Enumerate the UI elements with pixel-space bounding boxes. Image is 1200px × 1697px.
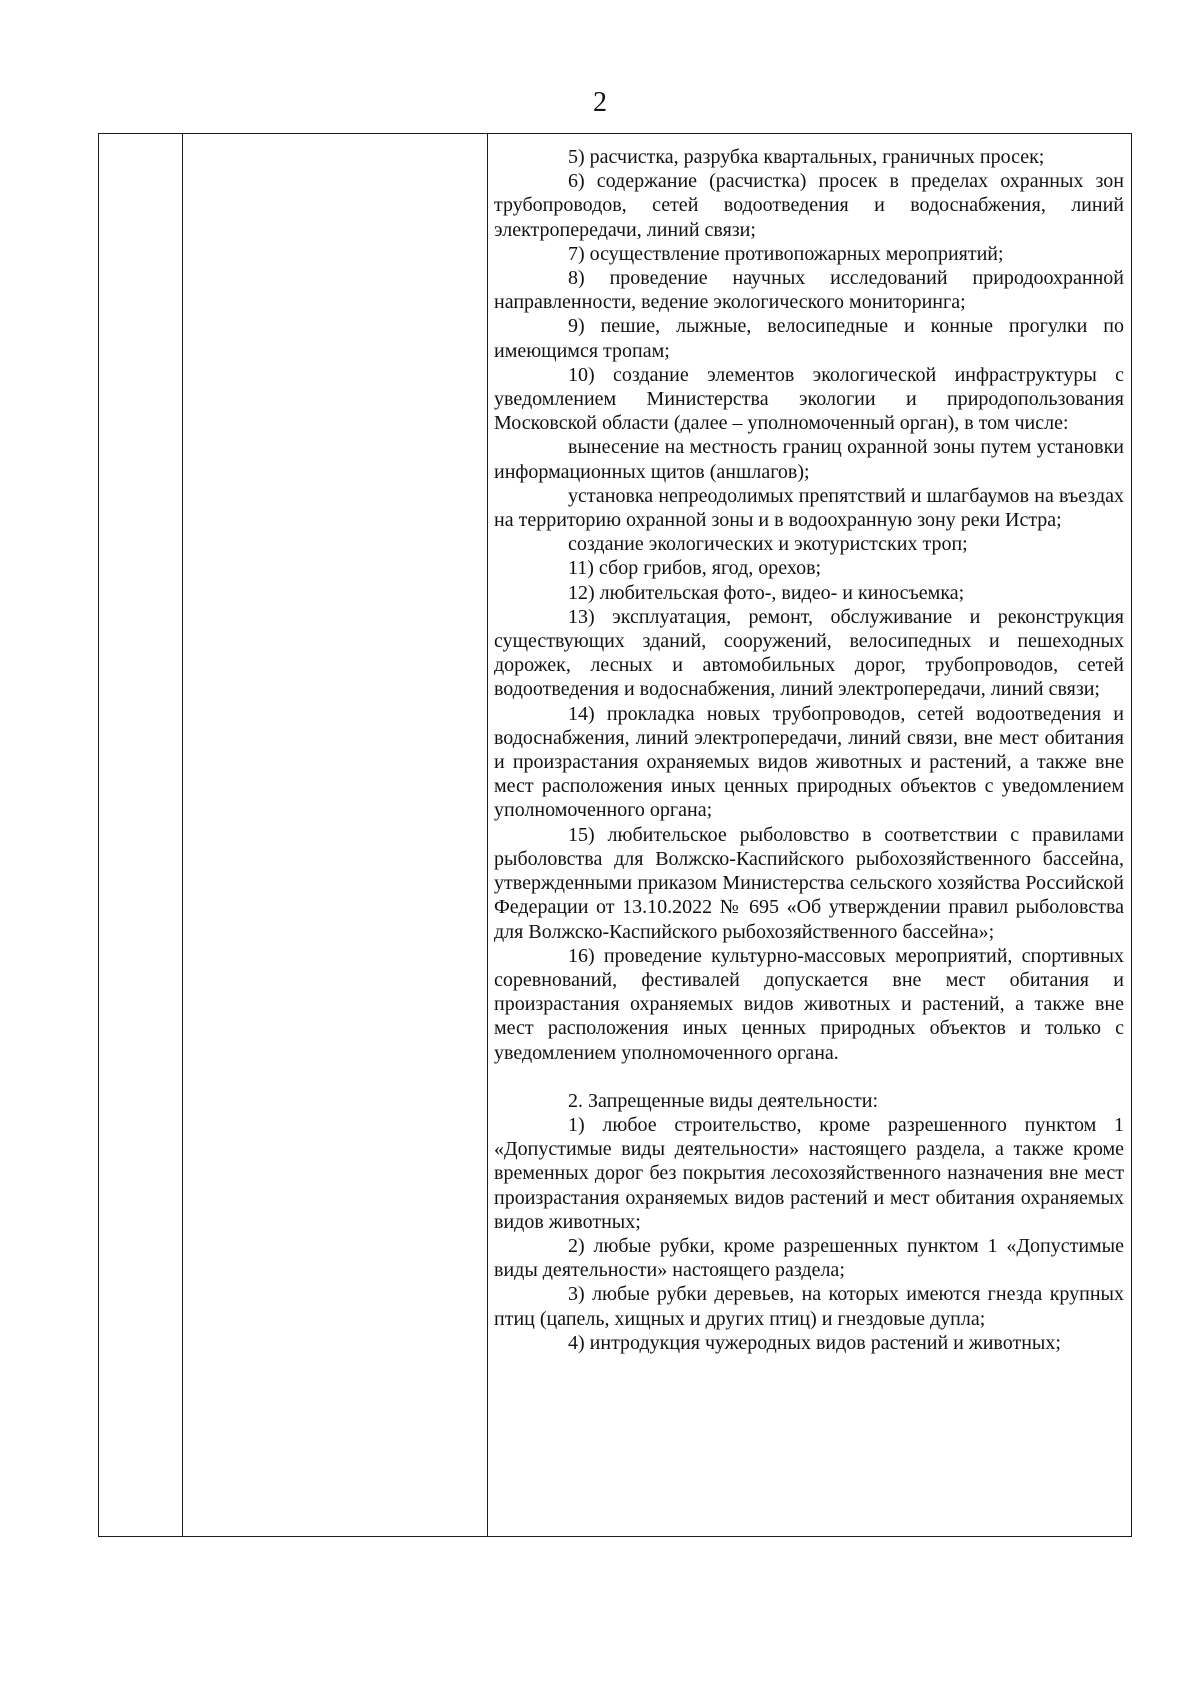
regulations-table — [98, 133, 1132, 1537]
paragraph: 9) пешие, лыжные, велосипедные и конные прогулки по имеющимся тропам; — [494, 315, 1124, 362]
paragraph: 5) расчистка, разрубка квартальных, граничных просек; — [568, 146, 1045, 168]
paragraph: создание экологических и экотуристских троп; — [568, 533, 968, 556]
paragraph: 14) прокладка новых трубопроводов, сетей водоотведения и водоснабжения, линий электропередачи, линий связи, вне мест обитания и произрастания охраняемых видов животных и растений, а также вне мест расположения иных ценных природных объектов с уведомлением уполномоченного органа; — [494, 702, 1124, 822]
paragraph: вынесение на местность границ охранной зоны путем установки информационных щитов (аншлагов); — [494, 436, 1124, 483]
page-number: 2 — [593, 87, 607, 118]
paragraph: 6) содержание (расчистка) просек в пределах охранных зон трубопроводов, сетей водоотведения и водоснабжения, линий электропередачи, линий связи; — [494, 170, 1124, 241]
paragraph: установка непреодолимых препятствий и шлагбаумов на въездах на территорию охранной зоны и в водоохранную зону реки Истра; — [494, 484, 1124, 532]
paragraph: 13) эксплуатация, ремонт, обслуживание и реконструкция существующих зданий, сооружений, велосипедных и пешеходных дорожек, лесных и автомобильных дорог, трубопроводов, сетей водоотведения и водоснабжения, линий электропередачи, линий связи; — [494, 605, 1124, 701]
paragraph: 2) любые рубки, кроме разрешенных пунктом 1 «Допустимые виды деятельности» настоящего раздела; — [494, 1234, 1124, 1282]
paragraph: 8) проведение научных исследований природоохранной направленности, ведение экологического мониторинга; — [494, 267, 1124, 314]
paragraph: 4) интродукция чужеродных видов растений и животных; — [568, 1331, 1061, 1354]
table-column-zone — [183, 134, 487, 1536]
column-divider — [487, 134, 488, 1536]
paragraph: 12) любительская фото-, видео- и киносъемка; — [568, 581, 965, 604]
table-column-regime — [494, 145, 1124, 1355]
paragraph: 7) осуществление противопожарных мероприятий; — [568, 242, 1004, 265]
section-gap — [494, 1065, 1124, 1089]
table-column-number — [99, 134, 182, 1536]
paragraph: 3) любые рубки деревьев, на которых имеются гнезда крупных птиц (цапель, хищных и других птиц) и гнездовые дупла; — [494, 1283, 1124, 1330]
paragraph: 15) любительское рыболовство в соответствии с правилами рыболовства для Волжско-Каспийского рыбохозяйственного бассейна, утвержденными приказом Министерства сельского хозяйства Российской Федерации от 13.10.2022 № 695 «Об утверждении правил рыболовства для Волжско-Каспийского рыбохозяйственного бассейна»; — [494, 823, 1124, 943]
section-heading: 2. Запрещенные виды деятельности: — [568, 1089, 879, 1112]
paragraph: 10) создание элементов экологической инфраструктуры с уведомлением Министерства экологии и природопользования Московской области (далее – уполномоченный орган), в том числе: — [494, 363, 1124, 435]
paragraph: 1) любое строительство, кроме разрешенного пунктом 1 «Допустимые виды деятельности» настоящего раздела, а также кроме временных дорог без покрытия лесохозяйственного назначения вне мест произрастания охраняемых видов растений и мест обитания охраняемых видов животных; — [494, 1113, 1124, 1233]
paragraph: 11) сбор грибов, ягод, орехов; — [568, 557, 822, 580]
paragraph: 16) проведение культурно-массовых мероприятий, спортивных соревнований, фестивалей допускается вне мест обитания и произрастания охраняемых видов животных и растений, а также вне мест расположения иных ценных природных объектов и только с уведомлением уполномоченного органа. — [494, 944, 1124, 1064]
